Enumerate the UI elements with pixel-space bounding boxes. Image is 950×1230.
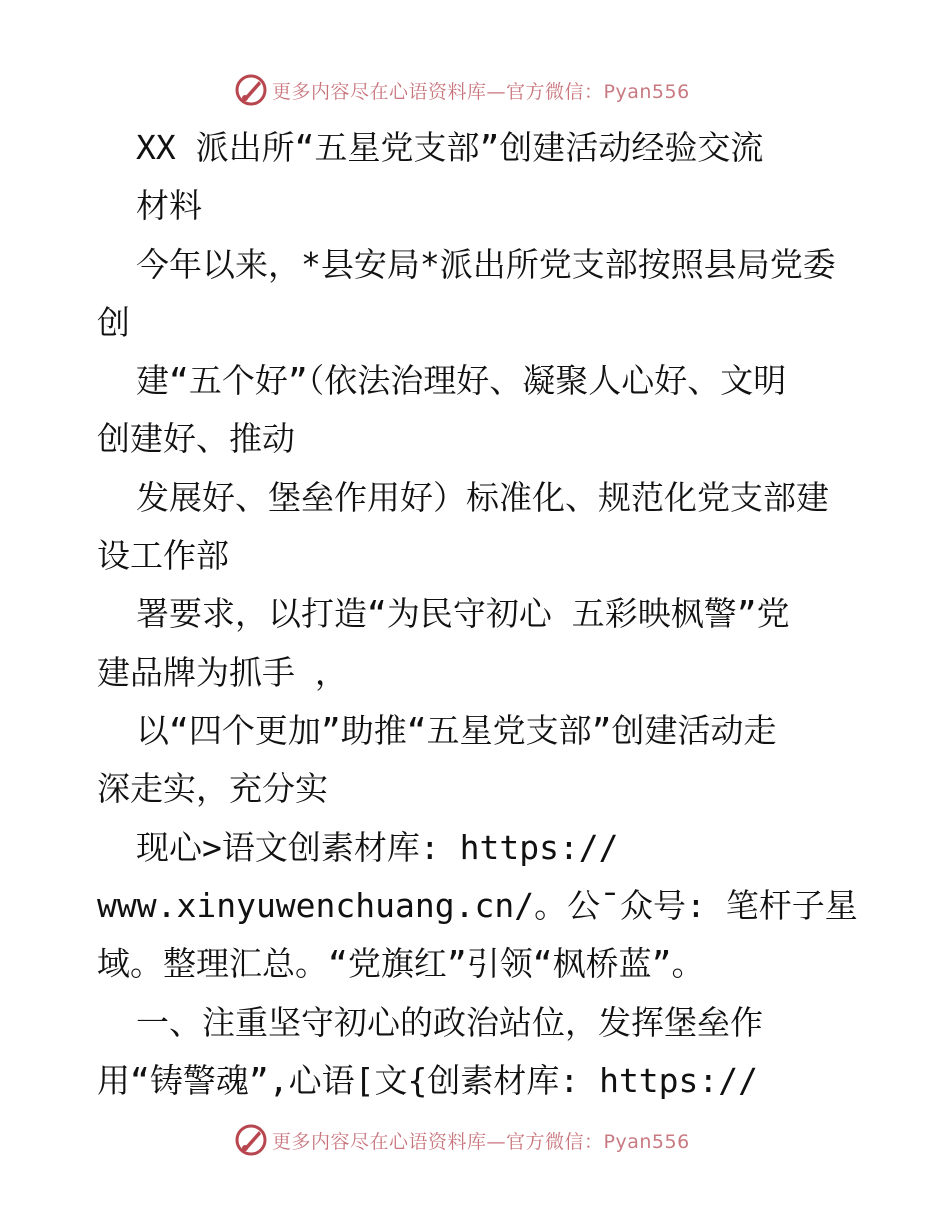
- doc-text-line: 设工作部: [97, 536, 229, 575]
- quill-seal-icon: [233, 1122, 269, 1158]
- doc-text-line: 创建好、推动: [97, 419, 295, 458]
- doc-text-line: www.xinyuwenchuang.cn/。公¯众号: 笔杆子星: [97, 886, 858, 925]
- doc-text-line: 用“铸警魂”,心语[文{创素材库: https://: [97, 1061, 759, 1100]
- watermark-header: [0, 70, 950, 110]
- doc-title-line-2: 材料: [136, 186, 202, 225]
- doc-text-line: 建品牌为抓手 ，: [97, 653, 348, 692]
- doc-text-line: 建“五个好”（依法治理好、凝聚人心好、文明: [136, 361, 787, 400]
- doc-title-line-1: XX 派出所“五星党支部”创建活动经验交流: [136, 128, 764, 167]
- doc-text-line: 署要求，以打造“为民守初心 五彩映枫警”党: [136, 594, 790, 633]
- doc-text-line: 以“四个更加”助推“五星党支部”创建活动走: [136, 711, 777, 750]
- doc-text-line: 发展好、堡垒作用好）标准化、规范化党支部建: [136, 478, 829, 517]
- doc-text-line: 创: [97, 303, 130, 342]
- doc-text-line: 现心>语文创素材库: https://: [136, 828, 619, 867]
- quill-seal-icon: [233, 72, 269, 108]
- watermark-text: 更多内容尽在心语资料库—官方微信：Pyan556: [272, 1131, 690, 1153]
- doc-text-line: 深走实，充分实: [97, 769, 328, 808]
- watermark-footer: [0, 1120, 950, 1160]
- doc-text-line: 域。整理汇总。“党旗红”引领“枫桥蓝”。: [97, 944, 705, 983]
- watermark-text: 更多内容尽在心语资料库—官方微信：Pyan556: [272, 81, 690, 103]
- doc-text-line: 一、注重坚守初心的政治站位，发挥堡垒作: [136, 1003, 763, 1042]
- doc-text-line: 今年以来，*县安局*派出所党支部按照县局党委: [136, 245, 836, 284]
